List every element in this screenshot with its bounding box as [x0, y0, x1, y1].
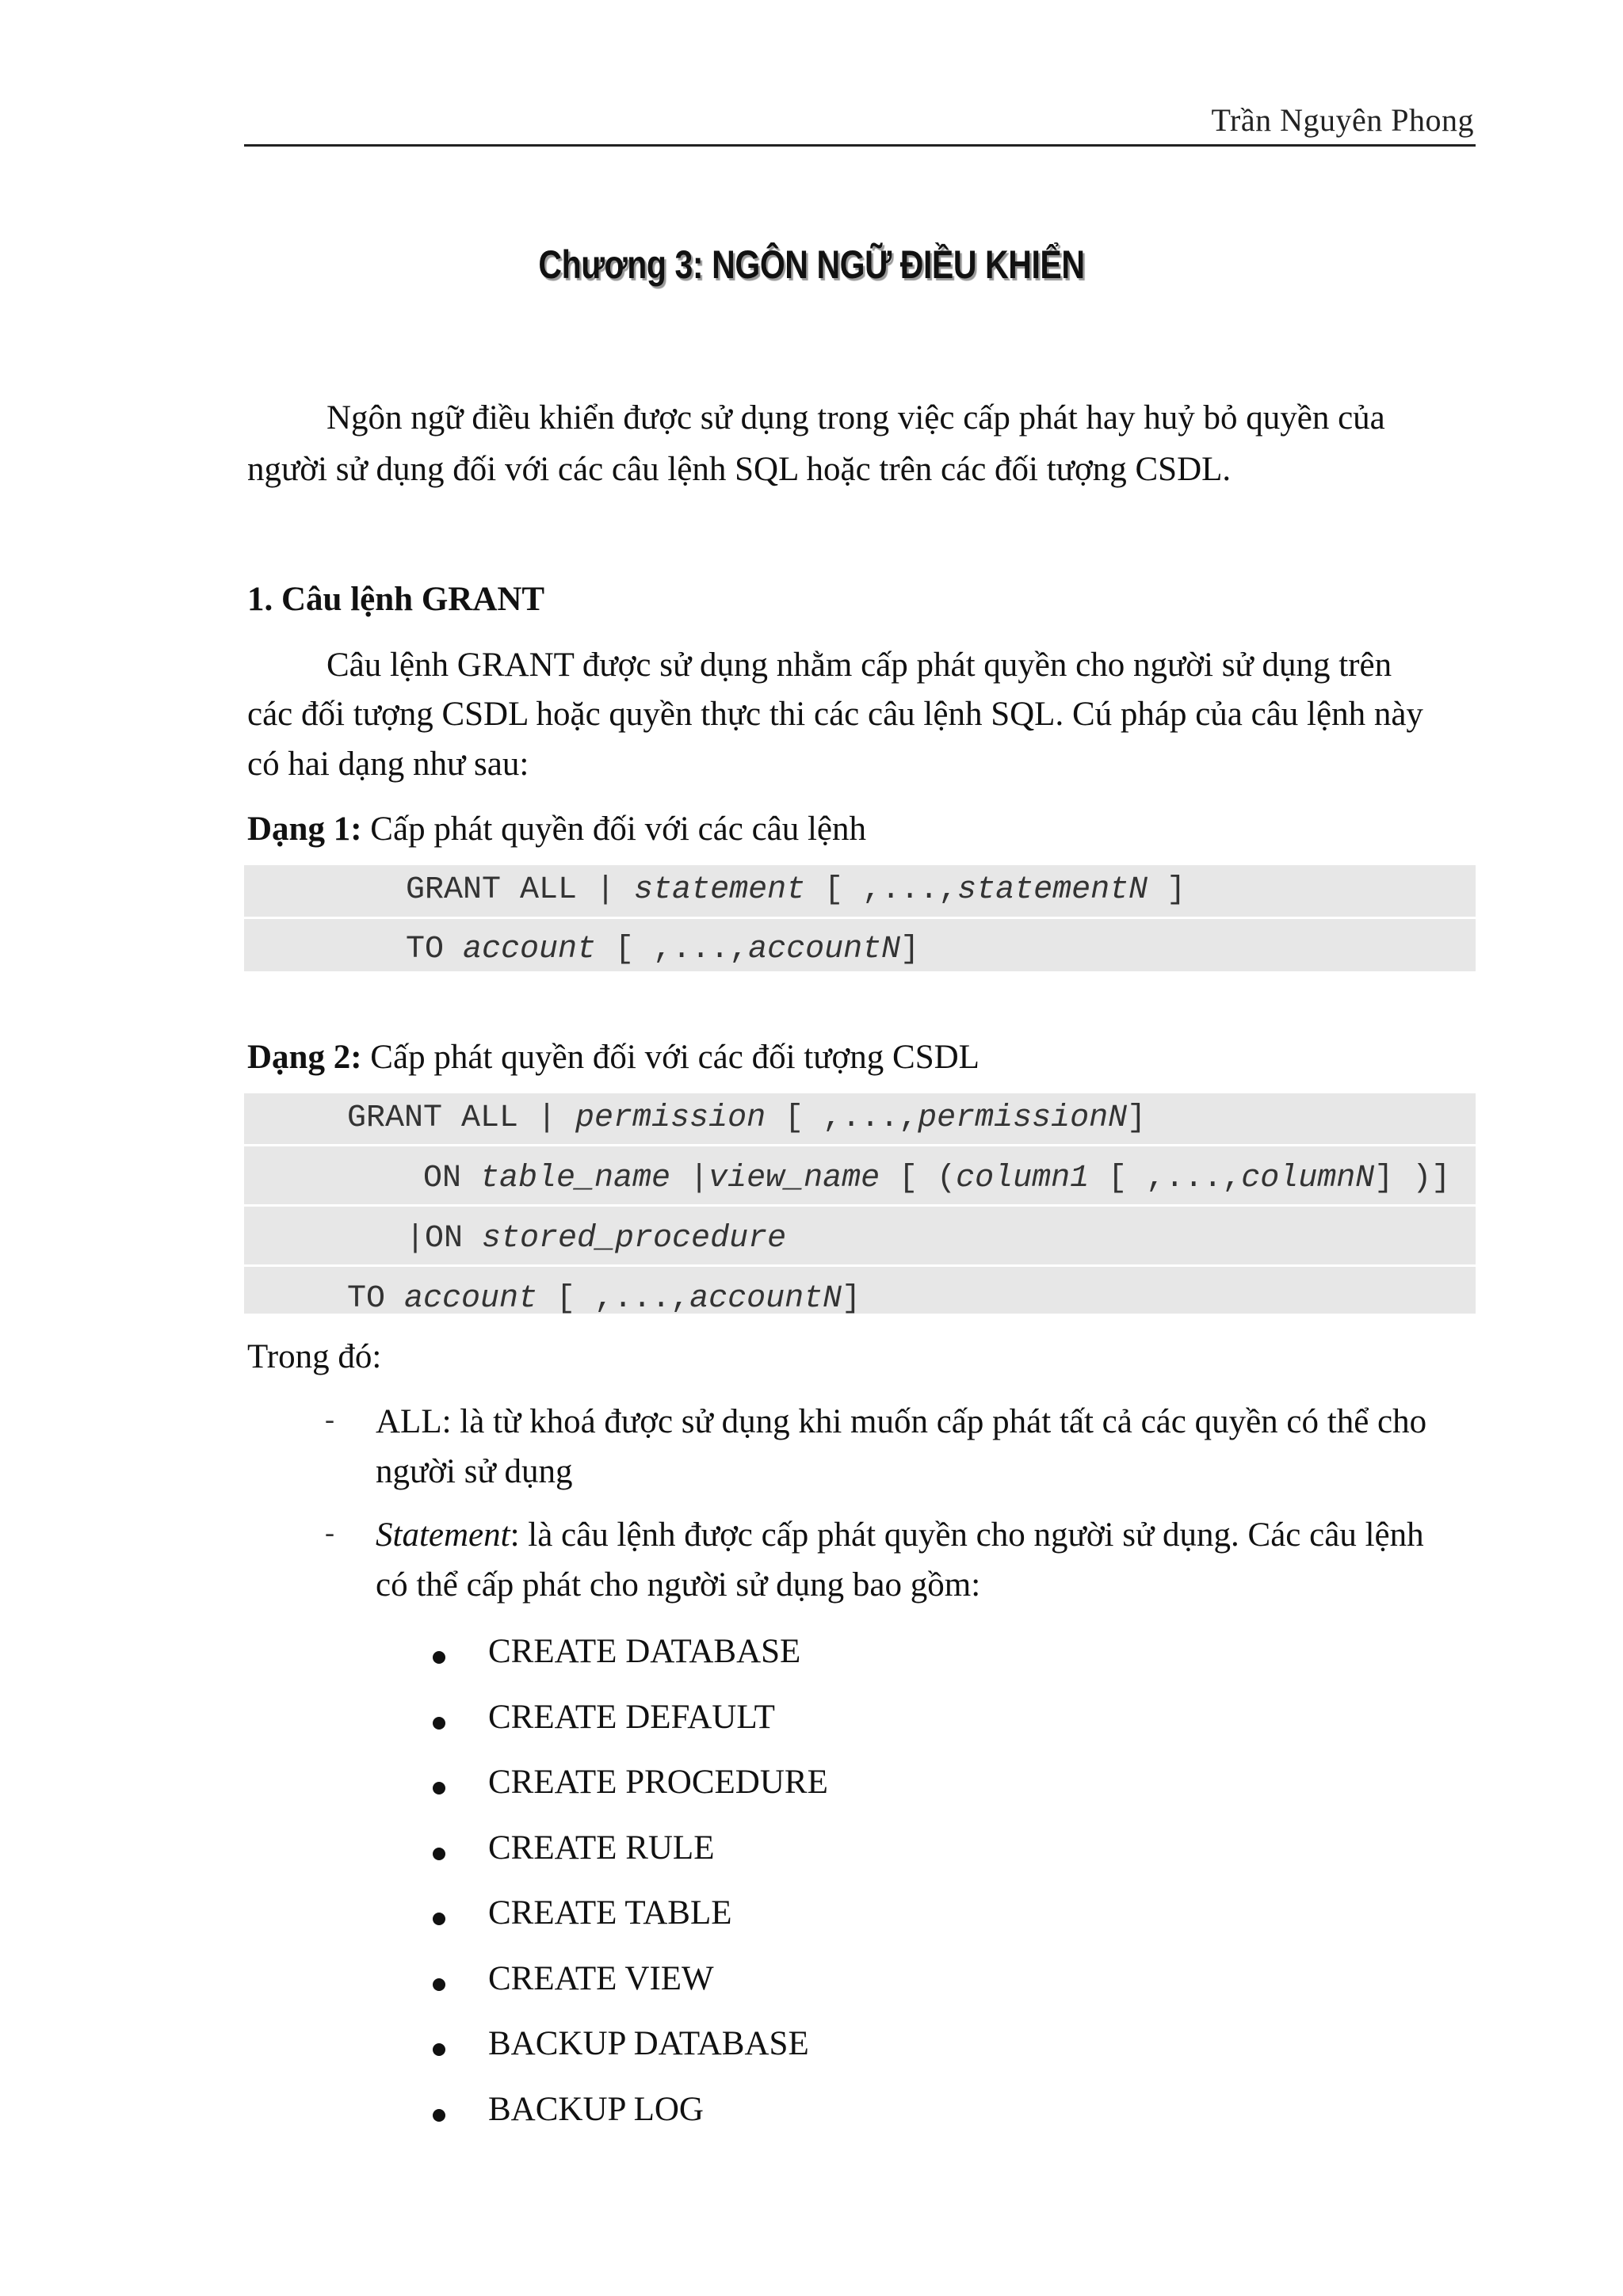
- bullet-icon: [433, 1978, 445, 1991]
- list-item-label: CREATE PROCEDURE: [488, 1764, 828, 1801]
- bullet-icon: [433, 1651, 445, 1664]
- definition-term: Statement: [376, 1516, 510, 1554]
- bullet-icon: [433, 1848, 445, 1860]
- form2-code-line-3: |ON stored_procedure: [406, 1221, 787, 1257]
- form1-desc: Cấp phát quyền đối với các câu lệnh: [361, 810, 867, 848]
- bullet-icon: [433, 2109, 445, 2122]
- form1-caption: [247, 810, 866, 849]
- list-item-label: CREATE DEFAULT: [488, 1698, 775, 1736]
- form2-desc: Cấp phát quyền đối với các đối tượng CSDL: [361, 1039, 980, 1076]
- code-line-separator: [244, 1204, 1476, 1207]
- bullet-icon: [433, 1913, 445, 1925]
- definition-all-line-1: ALL: là từ khoá được sử dụng khi muốn cấp phát tất cả các quyền có thể cho: [376, 1403, 1427, 1440]
- definition-dash: -: [325, 1516, 334, 1548]
- list-item-label: CREATE VIEW: [488, 1959, 714, 1997]
- code-line-separator: [244, 917, 1476, 919]
- header-author: Trần Nguyên Phong: [1211, 102, 1474, 138]
- code-line-separator: [244, 1264, 1476, 1267]
- form2-code-line-4: TO account [ ,...,accountN]: [347, 1281, 861, 1317]
- list-item-label: BACKUP DATABASE: [488, 2025, 809, 2062]
- form2-code-line-1: GRANT ALL | permission [ ,...,permissionN]: [347, 1100, 1147, 1136]
- section-para-line-3: có hai dạng như sau:: [247, 746, 529, 783]
- form2-label: Dạng 2:: [247, 1039, 362, 1076]
- form2-code-line-2: ON table_name |view_name [ (column1 [ ,...,columnN] )]: [423, 1161, 1451, 1196]
- list-item-label: CREATE DATABASE: [488, 1633, 801, 1670]
- bullet-icon: [433, 2043, 445, 2056]
- list-item-label: CREATE TABLE: [488, 1894, 732, 1932]
- bullet-icon: [433, 1717, 445, 1730]
- definition-statement-line-1: Statement: là câu lệnh được cấp phát quyền cho người sử dụng. Các câu lệnh: [376, 1516, 1424, 1554]
- section-heading: 1. Câu lệnh GRANT: [247, 581, 545, 618]
- header-divider: [244, 144, 1476, 147]
- section-para-line-2: các đối tượng CSDL hoặc quyền thực thi các câu lệnh SQL. Cú pháp của câu lệnh này: [247, 696, 1423, 733]
- form1-code-line-1: GRANT ALL | statement [ ,...,statementN ]: [406, 872, 1186, 908]
- intro-line-2: người sử dụng đối với các câu lệnh SQL hoặc trên các đối tượng CSDL.: [247, 451, 1232, 488]
- where-label: Trong đó:: [247, 1338, 382, 1375]
- intro-line-1: Ngôn ngữ điều khiển được sử dụng trong việc cấp phát hay huỷ bỏ quyền của: [327, 399, 1385, 437]
- code-line-separator: [244, 1144, 1476, 1146]
- chapter-title: Chương 3: NGÔN NGỮ ĐIỀU KHIỂN: [538, 242, 1085, 287]
- list-item-label: BACKUP LOG: [488, 2090, 704, 2128]
- form1-code-line-2: TO account [ ,...,accountN]: [406, 932, 920, 967]
- definition-dash: -: [325, 1403, 334, 1435]
- definition-all-line-2: người sử dụng: [376, 1453, 573, 1490]
- form1-label: Dạng 1:: [247, 810, 362, 848]
- definition-statement-line-2: có thể cấp phát cho người sử dụng bao gồm:: [376, 1566, 981, 1604]
- list-item-label: CREATE RULE: [488, 1829, 715, 1867]
- section-para-line-1: Câu lệnh GRANT được sử dụng nhằm cấp phát quyền cho người sử dụng trên: [327, 646, 1392, 684]
- bullet-icon: [433, 1782, 445, 1794]
- form2-caption: [247, 1038, 980, 1077]
